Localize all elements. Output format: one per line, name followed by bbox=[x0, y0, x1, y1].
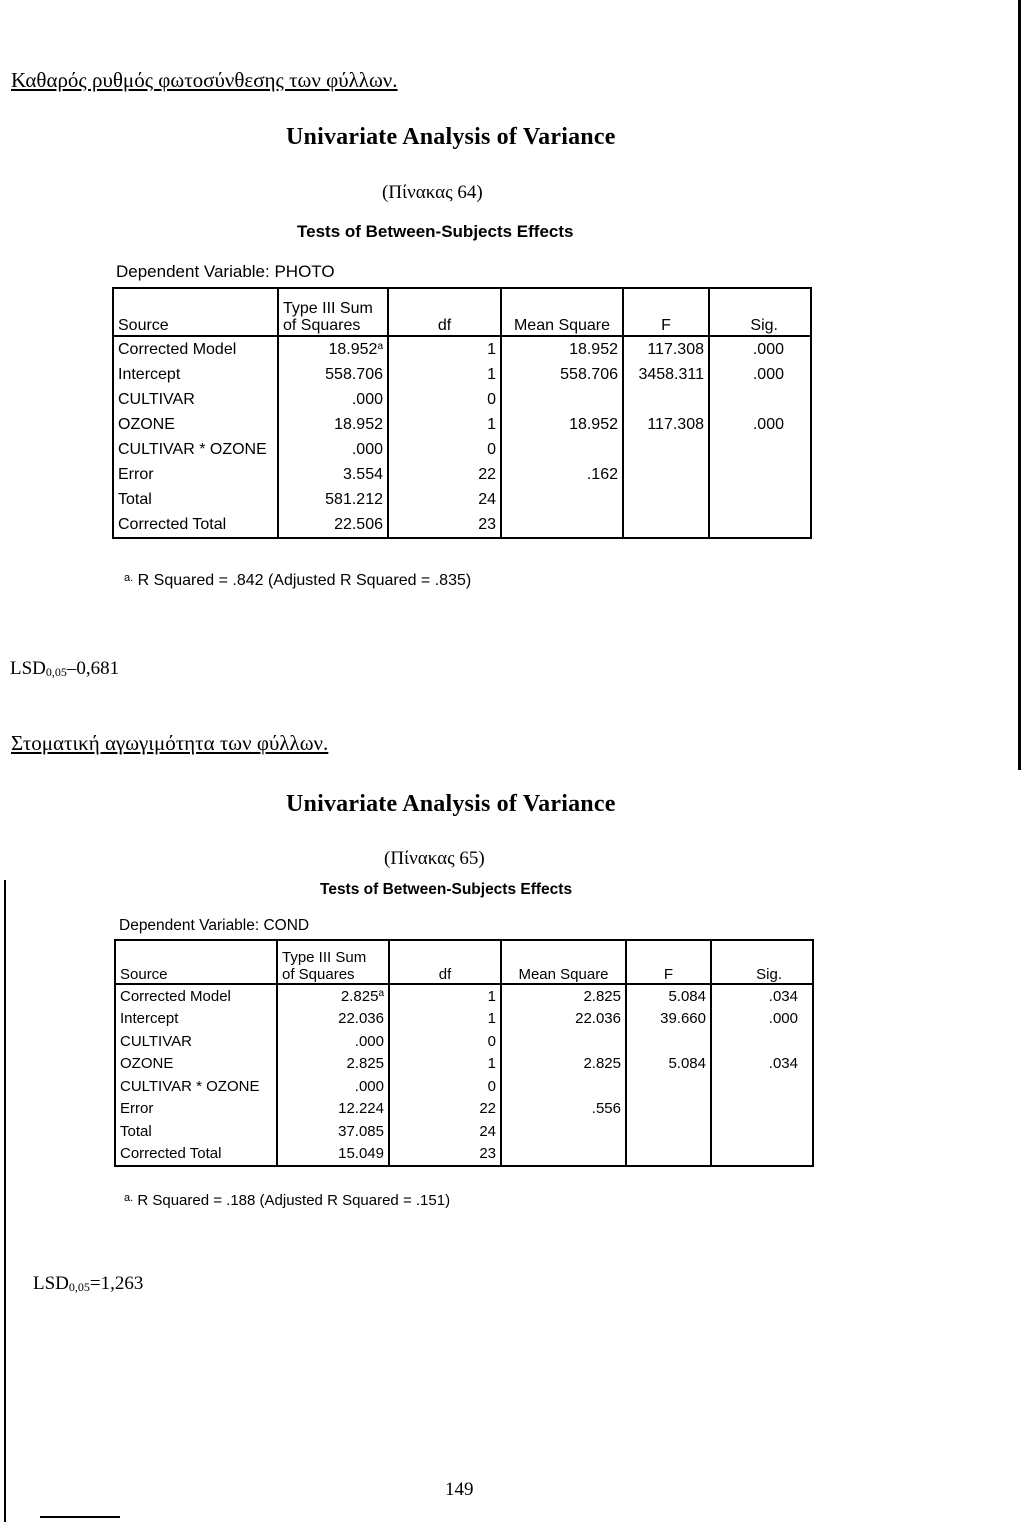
row-df: 23 bbox=[389, 1143, 501, 1167]
row-sig bbox=[711, 1143, 813, 1167]
row-sig bbox=[709, 462, 811, 487]
section2-heading: Στοματική αγωγιμότητα των φύλλων. bbox=[11, 731, 329, 755]
row-mean-square: 2.825 bbox=[501, 1053, 626, 1076]
row-sig: .000 bbox=[752, 365, 784, 383]
row-source: CULTIVAR * OZONE bbox=[115, 1075, 277, 1098]
table-row bbox=[113, 437, 811, 462]
row-sig: .000 bbox=[752, 415, 784, 433]
row-ss: 3.554 bbox=[278, 462, 388, 487]
anova-table-photo bbox=[112, 287, 812, 539]
row-df: 1 bbox=[388, 362, 501, 387]
row-mean-square bbox=[501, 387, 623, 412]
row-mean-square: .556 bbox=[501, 1098, 626, 1121]
row-sig bbox=[711, 1098, 813, 1121]
row-source: Intercept bbox=[113, 362, 278, 387]
row-f bbox=[626, 1120, 711, 1143]
row-df: 0 bbox=[388, 437, 501, 462]
row-df: 1 bbox=[389, 1008, 501, 1031]
row-mean-square: 22.036 bbox=[501, 1008, 626, 1031]
row-source: Intercept bbox=[115, 1008, 277, 1031]
row-ss: 558.706 bbox=[278, 362, 388, 387]
section1-table-title: Tests of Between-Subjects Effects bbox=[297, 222, 574, 241]
lsd-value: –0,681 bbox=[66, 658, 120, 679]
section1-footnote bbox=[124, 572, 471, 590]
row-ss: .000 bbox=[278, 387, 388, 412]
row-ss: .000 bbox=[277, 1075, 389, 1098]
row-f: 117.308 bbox=[623, 336, 709, 362]
row-sig: .000 bbox=[768, 1010, 798, 1028]
row-sig bbox=[709, 387, 811, 412]
footnote-text: R Squared = .188 (Adjusted R Squared = .151) bbox=[137, 1192, 451, 1209]
section1-heading: Καθαρός ρυθμός φωτοσύνθεσης των φύλλων. bbox=[11, 68, 398, 92]
col-header-ss-line1: Type III Sum bbox=[282, 949, 367, 966]
row-source: CULTIVAR bbox=[113, 387, 278, 412]
row-mean-square bbox=[501, 1075, 626, 1098]
row-source: Error bbox=[115, 1098, 277, 1121]
row-sig bbox=[711, 1030, 813, 1053]
row-source: Total bbox=[115, 1120, 277, 1143]
section2-table-title: Tests of Between-Subjects Effects bbox=[320, 881, 573, 898]
row-mean-square bbox=[501, 1120, 626, 1143]
col-header-df: df bbox=[389, 940, 501, 984]
row-f: 3458.311 bbox=[623, 362, 709, 387]
row-f: 39.660 bbox=[626, 1008, 711, 1031]
col-header-df: df bbox=[388, 288, 501, 336]
row-source: CULTIVAR bbox=[115, 1030, 277, 1053]
lsd-label: LSD bbox=[10, 658, 46, 679]
table-row bbox=[115, 1008, 813, 1031]
scan-edge-bottom bbox=[40, 1516, 120, 1518]
row-ss: 15.049 bbox=[277, 1143, 389, 1167]
section2-footnote bbox=[124, 1192, 450, 1209]
section1-lsd bbox=[10, 658, 119, 680]
section2-analysis-title: Univariate Analysis of Variance bbox=[286, 791, 616, 817]
table-row bbox=[115, 1143, 813, 1167]
row-f bbox=[623, 437, 709, 462]
section1-table-number: (Πίνακας 64) bbox=[382, 182, 483, 203]
row-ss: 18.952 bbox=[278, 412, 388, 437]
table-row bbox=[115, 1098, 813, 1121]
row-source: CULTIVAR * OZONE bbox=[113, 437, 278, 462]
row-sig: .034 bbox=[768, 987, 798, 1005]
col-header-source: Source bbox=[113, 288, 278, 336]
row-source: Corrected Model bbox=[115, 984, 277, 1008]
col-header-ss-line2: of Squares bbox=[283, 317, 361, 335]
row-mean-square bbox=[501, 437, 623, 462]
row-sig bbox=[711, 1075, 813, 1098]
row-sig bbox=[709, 437, 811, 462]
col-header-sig: Sig. bbox=[709, 288, 811, 336]
scan-edge-right bbox=[1018, 0, 1021, 770]
table-row bbox=[115, 1053, 813, 1076]
footnote-marker: a. bbox=[124, 572, 134, 584]
table-header-row bbox=[115, 940, 813, 984]
row-f bbox=[623, 462, 709, 487]
row-df: 0 bbox=[389, 1030, 501, 1053]
row-ss: 22.036 bbox=[277, 1008, 389, 1031]
table-row bbox=[113, 412, 811, 437]
col-header-mean-square: Mean Square bbox=[501, 288, 623, 336]
section1-dependent-variable: Dependent Variable: PHOTO bbox=[116, 262, 335, 281]
row-source: OZONE bbox=[115, 1053, 277, 1076]
table-row bbox=[115, 984, 813, 1008]
row-source: Corrected Total bbox=[115, 1143, 277, 1167]
footnote-text: R Squared = .842 (Adjusted R Squared = .835) bbox=[137, 572, 472, 589]
section2-table-number: (Πίνακας 65) bbox=[384, 848, 485, 869]
row-sig: .000 bbox=[752, 340, 784, 358]
col-header-type3-ss bbox=[278, 288, 388, 336]
row-ss: 37.085 bbox=[277, 1120, 389, 1143]
row-sig: .034 bbox=[768, 1055, 798, 1073]
table-row bbox=[115, 1120, 813, 1143]
row-ss: 18.952$^a$ bbox=[278, 336, 388, 362]
col-header-ss-line1: Type III Sum bbox=[283, 299, 373, 317]
row-mean-square bbox=[501, 1143, 626, 1167]
row-sig bbox=[709, 512, 811, 538]
col-header-source: Source bbox=[115, 940, 277, 984]
section2-lsd bbox=[33, 1273, 143, 1295]
row-source: Corrected Total bbox=[113, 512, 278, 538]
row-f: 5.084 bbox=[626, 984, 711, 1008]
row-f bbox=[623, 512, 709, 538]
row-mean-square: .162 bbox=[501, 462, 623, 487]
row-df: 1 bbox=[388, 412, 501, 437]
row-df: 1 bbox=[389, 984, 501, 1008]
table-header-row bbox=[113, 288, 811, 336]
row-df: 22 bbox=[388, 462, 501, 487]
row-ss: 22.506 bbox=[278, 512, 388, 538]
table-row bbox=[113, 512, 811, 538]
row-sig bbox=[711, 1120, 813, 1143]
table-row bbox=[113, 362, 811, 387]
anova-table-cond bbox=[114, 939, 814, 1167]
row-f bbox=[626, 1098, 711, 1121]
row-f bbox=[623, 487, 709, 512]
row-mean-square: 18.952 bbox=[501, 412, 623, 437]
row-df: 22 bbox=[389, 1098, 501, 1121]
col-header-type3-ss bbox=[277, 940, 389, 984]
row-f bbox=[623, 387, 709, 412]
row-mean-square bbox=[501, 512, 623, 538]
lsd-value: =1,263 bbox=[89, 1273, 144, 1294]
row-mean-square: 18.952 bbox=[501, 336, 623, 362]
row-df: 1 bbox=[389, 1053, 501, 1076]
row-ss: 2.825 bbox=[277, 1053, 389, 1076]
table-row bbox=[113, 462, 811, 487]
section2-dependent-variable: Dependent Variable: COND bbox=[119, 917, 310, 934]
scan-edge-left bbox=[4, 880, 6, 1522]
col-header-sig: Sig. bbox=[711, 940, 813, 984]
lsd-subscript: 0,05 bbox=[45, 665, 67, 679]
table-row bbox=[115, 1030, 813, 1053]
row-f bbox=[626, 1030, 711, 1053]
row-df: 24 bbox=[389, 1120, 501, 1143]
row-source: Corrected Model bbox=[113, 336, 278, 362]
row-f: 5.084 bbox=[626, 1053, 711, 1076]
row-ss: 12.224 bbox=[277, 1098, 389, 1121]
row-ss: 2.825$^a$ bbox=[277, 984, 389, 1008]
col-header-ss-line2: of Squares bbox=[282, 965, 355, 983]
row-f bbox=[626, 1143, 711, 1167]
row-mean-square bbox=[501, 1030, 626, 1053]
table-row bbox=[113, 487, 811, 512]
row-ss: .000 bbox=[278, 437, 388, 462]
row-source: Total bbox=[113, 487, 278, 512]
footnote-marker: a. bbox=[124, 1192, 134, 1204]
table-row bbox=[113, 387, 811, 412]
table-row bbox=[115, 1075, 813, 1098]
row-source: Error bbox=[113, 462, 278, 487]
col-header-mean-square: Mean Square bbox=[501, 940, 626, 984]
row-mean-square bbox=[501, 487, 623, 512]
table-row bbox=[113, 336, 811, 362]
row-mean-square: 558.706 bbox=[501, 362, 623, 387]
row-ss: 581.212 bbox=[278, 487, 388, 512]
lsd-subscript: 0,05 bbox=[68, 1280, 90, 1294]
section1-analysis-title: Univariate Analysis of Variance bbox=[286, 124, 616, 150]
row-source: OZONE bbox=[113, 412, 278, 437]
footnote-marker-a: a bbox=[378, 987, 384, 999]
lsd-label: LSD bbox=[33, 1273, 69, 1294]
row-df: 24 bbox=[388, 487, 501, 512]
row-df: 0 bbox=[389, 1075, 501, 1098]
row-f: 117.308 bbox=[623, 412, 709, 437]
row-ss: .000 bbox=[277, 1030, 389, 1053]
row-sig bbox=[709, 487, 811, 512]
row-mean-square: 2.825 bbox=[501, 984, 626, 1008]
row-df: 0 bbox=[388, 387, 501, 412]
row-df: 23 bbox=[388, 512, 501, 538]
col-header-f: F bbox=[626, 940, 711, 984]
row-df: 1 bbox=[388, 336, 501, 362]
footnote-marker-a: a bbox=[377, 340, 383, 352]
row-f bbox=[626, 1075, 711, 1098]
page-number: 149 bbox=[445, 1479, 474, 1500]
col-header-f: F bbox=[623, 288, 709, 336]
